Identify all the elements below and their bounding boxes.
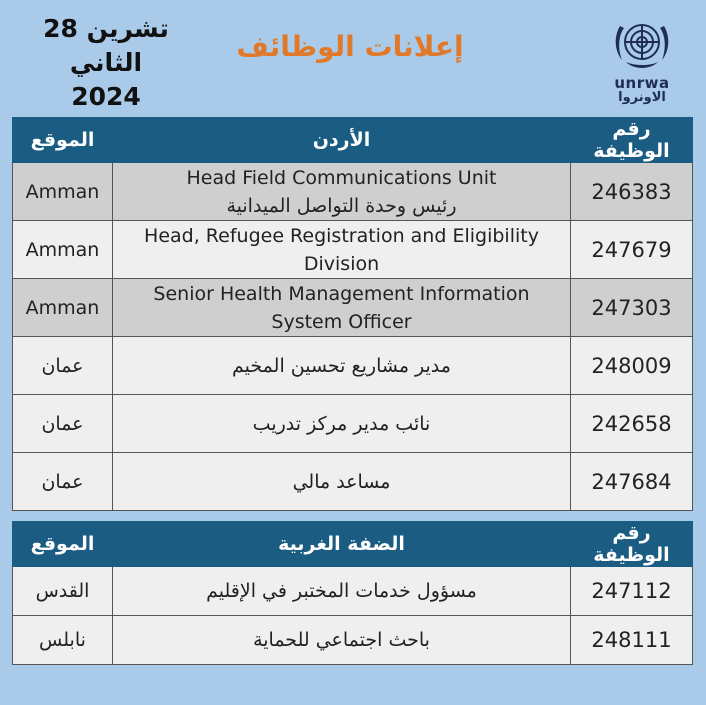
job-number: 247684 <box>571 453 693 511</box>
table-row <box>13 395 693 453</box>
job-location: Amman <box>13 279 113 337</box>
table-row <box>13 453 693 511</box>
table-header-row <box>13 522 693 567</box>
job-title: مساعد مالي <box>113 453 571 511</box>
page-title: إعلانات الوظائف <box>236 30 464 63</box>
job-title: نائب مدير مركز تدريب <box>113 395 571 453</box>
job-title <box>113 221 571 279</box>
header-job-number: رقم الوظيفة <box>571 522 693 567</box>
job-title-line: Head Field Communications Unit <box>186 166 497 189</box>
logo-text-ar: الاونروا <box>618 90 666 105</box>
job-title: مدير مشاريع تحسين المخيم <box>113 337 571 395</box>
job-location: Amman <box>13 221 113 279</box>
job-title-line: System Officer <box>271 310 412 333</box>
header-region: الضفة الغربية <box>113 522 571 567</box>
job-title-line: Division <box>303 252 380 275</box>
header-region: الأردن <box>113 118 571 163</box>
job-location: نابلس <box>13 616 113 665</box>
west-bank-jobs-table <box>12 521 693 665</box>
job-number: 247679 <box>571 221 693 279</box>
job-location: عمان <box>13 453 113 511</box>
job-title-line: رئيس وحدة التواصل الميدانية <box>226 194 457 217</box>
job-location: Amman <box>13 163 113 221</box>
job-number: 247303 <box>571 279 693 337</box>
table-row <box>13 279 693 337</box>
unrwa-logo <box>606 14 678 104</box>
job-number: 247112 <box>571 567 693 616</box>
header-location: الموقع <box>13 522 113 567</box>
job-number: 242658 <box>571 395 693 453</box>
header-job-number: رقم الوظيفة <box>571 118 693 163</box>
table-header-row <box>13 118 693 163</box>
date-year: 2024 <box>71 82 141 111</box>
job-location: عمان <box>13 337 113 395</box>
job-title <box>113 279 571 337</box>
job-title <box>113 163 571 221</box>
un-emblem-icon <box>606 14 678 74</box>
table-row <box>13 567 693 616</box>
table-row <box>13 337 693 395</box>
job-location: القدس <box>13 567 113 616</box>
header-location: الموقع <box>13 118 113 163</box>
logo-text-en: unrwa <box>614 74 670 92</box>
job-title-line: Senior Health Management Information <box>153 282 530 305</box>
table-row <box>13 221 693 279</box>
job-title-line: Head, Refugee Registration and Eligibility <box>144 224 539 247</box>
jordan-jobs-table <box>12 117 693 511</box>
table-row <box>13 163 693 221</box>
job-location: عمان <box>13 395 113 453</box>
job-number: 248009 <box>571 337 693 395</box>
date-day-month: 28 تشرين الثاني <box>43 14 169 77</box>
job-number: 248111 <box>571 616 693 665</box>
job-title: مسؤول خدمات المختبر في الإقليم <box>113 567 571 616</box>
table-row <box>13 616 693 665</box>
job-title: باحث اجتماعي للحماية <box>113 616 571 665</box>
job-number: 246383 <box>571 163 693 221</box>
date-heading <box>6 12 206 114</box>
